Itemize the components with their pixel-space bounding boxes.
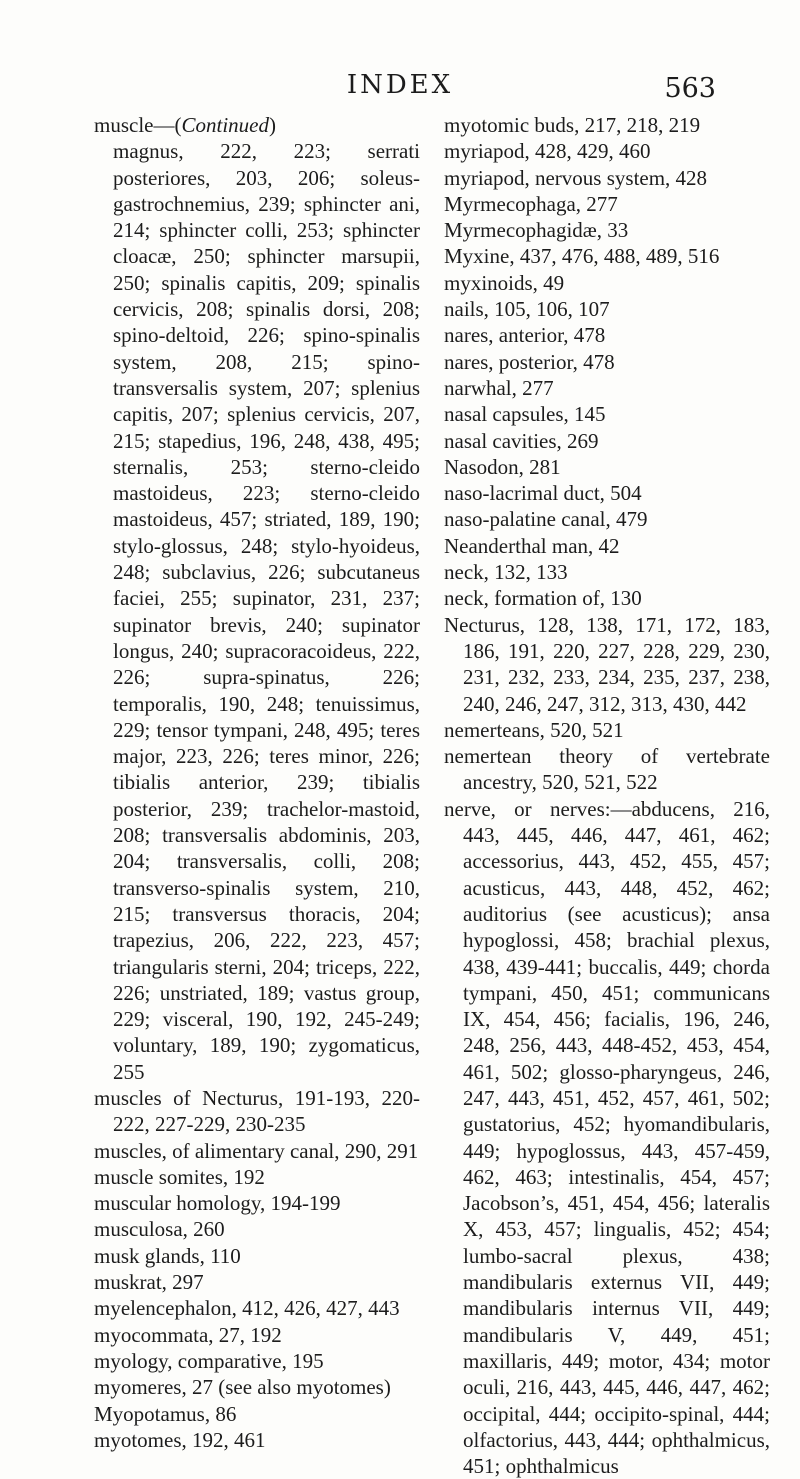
index-entry: myomeres, 27 (see also myotomes) (94, 1375, 391, 1400)
page-number: 563 (664, 73, 716, 104)
index-entry: myxinoids, 49 (444, 270, 565, 295)
index-entry: Myrmecophagidæ, 33 (444, 218, 629, 243)
right-entry-list (444, 112, 770, 796)
index-entry: nares, anterior, 478 (444, 323, 606, 348)
index-entry: myotomes, 192, 461 (94, 1427, 266, 1452)
index-entry: muscles, of alimentary canal, 290, 291 (94, 1138, 419, 1163)
index-entry: Necturus, 128, 138, 171, 172, 183, 186, 191, 220, 227, 228, 229, 230, 231, 232, 233, 234, 235, 237, 238, 240, 246, 247, 312, 313, 430, 442 (444, 612, 770, 716)
index-entry-muscle-body: magnus, 222, 223; serrati posteriores, 203, 206; soleus-gastrochnemius, 239; sphincter ani, 214; sphincter colli, 253; sphincter cloacæ, 250; sphincter marsupii, 250; spinalis capitis, 209; spinalis cervicis, 208; spinalis dorsi, 208; spino-deltoid, 226; spino-spinalis system, 208, 215; spino-transversalis system, 207; splenius capitis, 207; splenius cervicis, 207, 215; stapedius, 196, 248, 438, 495; sternalis, 253; sterno-cleido mastoideus, 223; sterno-cleido mastoideus, 457; striated, 189, 190; stylo-glossus, 248; stylo-hyoideus, 248; subclavius, 226; subcutaneus faciei, 255; supinator, 231, 237; supinator brevis, 240; supinator longus, 240; supracoracoideus, 222, 226; supra-spinatus, 226; temporalis, 190, 248; tenuissimus, 229; tensor tympani, 248, 495; teres major, 223, 226; teres minor, 226; tibialis anterior, 239; tibialis posterior, 239; trachelor-mastoid, 208; transversalis abdominis, 203, 204; transversalis, colli, 208; transverso-spinalis system, 210, 215; transversus thoracis, 204; trapezius, 206, 222, 223, 457; triangularis sterni, 204; triceps, 222, 226; unstriated, 189; vastus group, 229; visceral, 190, 192, 245-249; voluntary, 189, 190; zygomaticus, 255 (113, 139, 420, 1084)
index-entry: muscle somites, 192 (94, 1164, 265, 1189)
entry-head: muscle—( (94, 113, 182, 137)
index-heading: INDEX (346, 70, 454, 100)
left-entry-list (94, 1085, 420, 1453)
index-entry: myriapod, 428, 429, 460 (444, 139, 651, 164)
index-entry: muskrat, 297 (94, 1270, 204, 1295)
index-entry: Myopotamus, 86 (94, 1401, 237, 1426)
entry-head-close: ) (268, 113, 276, 137)
entry-head-continued: Continued (181, 113, 269, 137)
index-entry: myocommata, 27, 192 (94, 1322, 282, 1347)
index-entry: nasal cavities, 269 (444, 428, 599, 453)
index-entry-muscle-continued (94, 112, 420, 138)
index-entry: myotomic buds, 217, 218, 219 (444, 113, 701, 137)
index-entry: muscular homology, 194-199 (94, 1191, 341, 1216)
index-entry: musk glands, 110 (94, 1243, 241, 1268)
index-entry: Myrmecophaga, 277 (444, 191, 618, 216)
index-entry: muscles of Necturus, 191-193, 220-222, 227-229, 230-235 (94, 1085, 420, 1137)
left-column (94, 112, 420, 1453)
index-entry: nares, posterior, 478 (444, 349, 615, 374)
index-entry: nails, 105, 106, 107 (444, 297, 610, 322)
index-entry: Neanderthal man, 42 (444, 533, 620, 558)
index-entry: naso-lacrimal duct, 504 (444, 481, 642, 506)
index-entry: narwhal, 277 (444, 375, 554, 400)
index-entry: nasal capsules, 145 (444, 402, 606, 427)
index-entry-nerve: nerve, or nerves:—abducens, 216, 443, 445, 446, 447, 461, 462; accessorius, 443, 452, 455, 457; acusticus, 443, 448, 452, 462; auditorius (see acusticus); ansa hypoglossi, 458; brachial plexus, 438, 439-441; buccalis, 449; chorda tympani, 450, 451; communicans IX, 454, 456; facialis, 196, 246, 248, 256, 443, 448-452, 453, 454, 461, 502; glosso-pharyngeus, 246, 247, 443, 451, 452, 457, 461, 502; gustatorius, 452; hyomandibularis, 449; hypoglossus, 443, 457-459, 462, 463; intestinalis, 454, 457; Jacobson’s, 451, 454, 456; lateralis X, 453, 457; lingualis, 452; 454; lumbo-sacral plexus, 438; mandibularis externus VII, 449; mandibularis internus VII, 449; mandibularis V, 449, 451; maxillaris, 449; motor, 434; motor oculi, 216, 443, 445, 446, 447, 462; occipital, 444; occipito-spinal, 444; olfactorius, 443, 444; ophthalmicus, 451; ophthalmicus (444, 796, 770, 1479)
right-column (444, 112, 770, 1479)
index-entry: naso-palatine canal, 479 (444, 507, 648, 532)
index-entry: nemerteans, 520, 521 (444, 717, 624, 742)
index-entry: myriapod, nervous system, 428 (444, 165, 708, 190)
index-entry: Nasodon, 281 (444, 454, 561, 479)
index-entry: musculosa, 260 (94, 1217, 225, 1242)
index-entry: myology, comparative, 195 (94, 1348, 324, 1373)
index-entry: myelencephalon, 412, 426, 427, 443 (94, 1296, 400, 1321)
index-entry: Myxine, 437, 476, 488, 489, 516 (444, 244, 720, 269)
index-entry: neck, 132, 133 (444, 560, 568, 585)
index-entry: nemertean theory of vertebrate ancestry, 520, 521, 522 (444, 744, 770, 795)
index-entry: neck, formation of, 130 (444, 586, 642, 611)
